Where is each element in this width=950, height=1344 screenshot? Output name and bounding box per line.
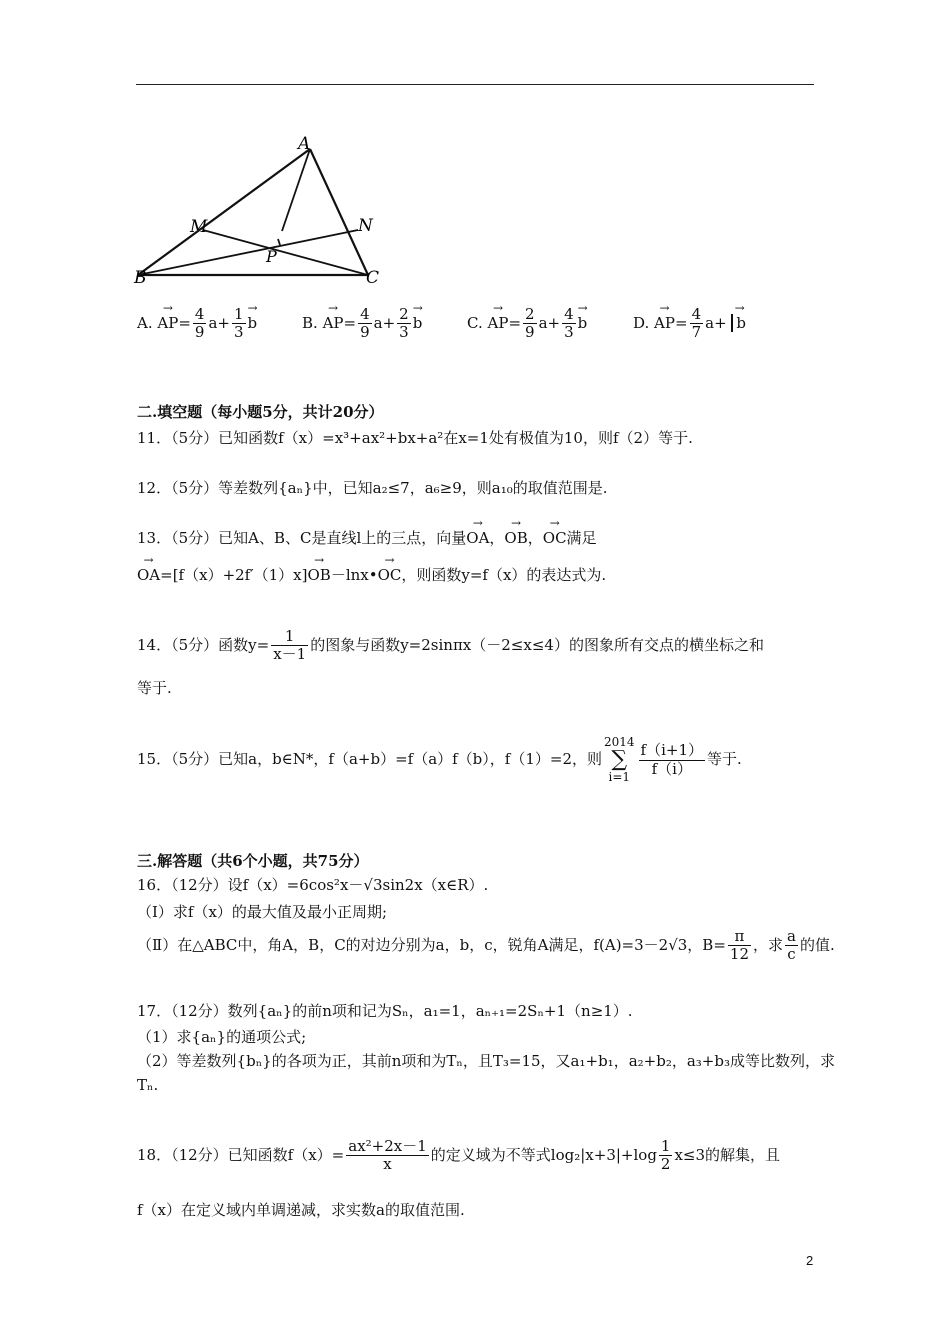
vector-ap: → AP	[654, 314, 675, 332]
label-a: A	[298, 135, 311, 154]
option-c: C. → AP= $\frac{2}{9}$ a+ $\frac{4}{3}$ → b	[467, 306, 587, 342]
vector-oa: → OA	[466, 529, 489, 547]
option-d: D. → AP= $\frac{4}{7}$ a+ → b	[633, 306, 746, 342]
section-3-title: 三.解答题（共6个小题，共75分）	[137, 852, 369, 870]
question-14-line2: 等于.	[137, 679, 172, 697]
question-16-line2: （Ⅰ）求f（x）的最大值及最小正周期;	[137, 903, 387, 921]
vector-oc: → OC	[378, 566, 402, 584]
option-b: B. → AP= $\frac{4}{9}$ a+ $\frac{2}{3}$ → b	[302, 306, 422, 342]
question-13-line2: → OA=[f（x）+2f′（1）x]→ OB－lnx•→ OC，则函数y=f（x）的表达式为.	[137, 564, 606, 585]
vector-ap: → AP	[323, 314, 344, 332]
question-16-line1: 16．（12分）设f（x）=6cos²x－√3sin2x（x∈R）.	[137, 876, 489, 894]
label-p: P	[266, 247, 277, 266]
vector-oc: → OC	[543, 529, 567, 547]
question-18: 18．（12分）已知函数f（x）= $\frac{\text{ax²+2x－1}}{x}$ 的定义域为不等式log₂|x+3|+log $\frac{1}{2}$ x≤3的解集，且	[137, 1137, 781, 1174]
question-12: 12．（5分）等差数列{aₙ}中，已知a₂≤7，a₆≥9，则a₁₀的取值范围是.	[137, 479, 608, 497]
question-17-line1: 17．（12分）数列{aₙ}的前n项和记为Sₙ，a₁=1，aₙ₊₁=2Sₙ+1（n≥1）.	[137, 1002, 633, 1020]
header-rule	[136, 84, 814, 85]
question-17-line2: （1）求{aₙ}的通项公式;	[137, 1028, 307, 1046]
question-13-line1: 13．（5分）已知A、B、C是直线l上的三点，向量→ OA，→ OB，→ OC满足	[137, 527, 597, 548]
question-17-line3: （2）等差数列{bₙ}的各项为正，其前n项和为Tₙ，且T₃=15，又a₁+b₁，a₂+b₂，a₃+b₃成等比数列，求	[137, 1052, 835, 1070]
label-n: N	[358, 216, 373, 236]
vector-oa: → OA	[137, 566, 160, 584]
label-c: C	[366, 268, 380, 288]
triangle-figure	[128, 135, 398, 290]
vector-ap: → AP	[488, 314, 509, 332]
question-16-line3: （Ⅱ）在△ABC中，角A，B，C的对边分别为a，b，c，锐角A满足，f(A)=3－2√3，B= $\frac{\pi}{12}$ ，求 $\frac{a}{c}$ 的值.	[137, 927, 835, 964]
question-11: 11．（5分）已知函数f（x）=x³+ax²+bx+a²在x=1处有极值为10，则f（2）等于.	[137, 429, 693, 447]
label-m: M	[190, 217, 208, 237]
page-number: 2	[806, 1253, 814, 1268]
vector-ap: → AP	[157, 314, 178, 332]
question-14: 14．（5分）函数y= $\frac{1}{x-1}$ 的图象与函数y=2sinπx（－2≤x≤4）的图象所有交点的横坐标之和	[137, 627, 764, 664]
question-18-line2: f（x）在定义域内单调递减，求实数a的取值范围.	[137, 1201, 465, 1219]
section-2-title: 二.填空题（每小题5分，共计20分）	[137, 403, 384, 421]
vector-ob: → OB	[308, 566, 331, 584]
question-17-line4: Tₙ.	[137, 1076, 159, 1094]
sum-sign: 2014 ∑ i=1	[604, 735, 635, 785]
vector-ob: → OB	[504, 529, 527, 547]
question-15: 15．（5分）已知a，b∈N*，f（a+b）=f（a）f（b），f（1）=2，则2014 ∑ i=1 $\frac{f(i+1)}{f(i)}$ 等于.	[137, 735, 742, 785]
option-a: A. → AP= $\frac{4}{9}$ a+ $\frac{1}{3}$ → b	[137, 306, 257, 342]
label-b: B	[134, 268, 147, 288]
